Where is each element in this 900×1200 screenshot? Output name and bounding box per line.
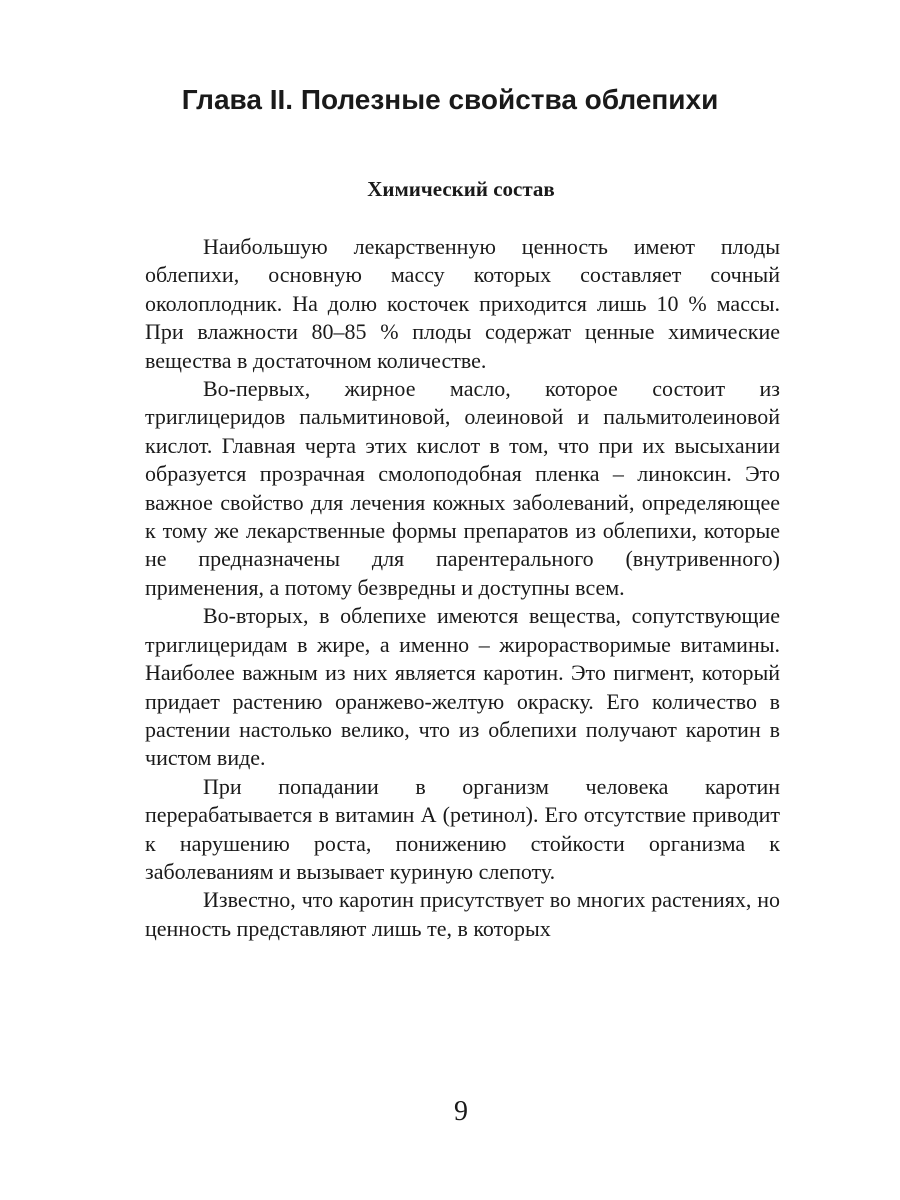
paragraph: Известно, что каротин присутствует во многих растениях, но ценность представляют лишь те, в которых — [145, 887, 780, 941]
paragraph: При попадании в организм человека каротин перерабатывается в витамин А (ретинол). Его отсутствие приводит к нарушению роста, понижению стойкости организма к заболеваниям и вызывает куриную слепоту. — [145, 773, 780, 884]
paragraph: Во-первых, жирное масло, которое состоит из триглицеридов пальмитиновой, олеиновой и пальмитолеиновой кислот. Главная черта этих кислот в том, что при их высыхании образуется прозрачная смолоподобная пленка – линоксин. Это важное свойство для лечения кожных заболеваний, определяющее к тому же лекарственные формы препаратов из облепихи, которые не предназначены для парентерального (внутривенного) применения, а потому безвредны и доступны всем. — [145, 376, 780, 600]
section-title: Химический состав — [367, 177, 555, 201]
chapter-title: Глава II. Полезные свойства облепихи — [181, 84, 719, 115]
paragraph: Наибольшую лекарственную ценность имеют плоды облепихи, основную массу которых составляет сочный околоплодник. На долю косточек приходится лишь 10 % массы. При влажности 80–85 % плоды содержат ценные химические вещества в достаточном количестве. — [145, 234, 780, 373]
body-text — [145, 233, 780, 943]
page-number: 9 — [454, 1096, 468, 1127]
paragraph: Во-вторых, в облепихе имеются вещества, сопутствующие триглицеридам в жире, а именно – жирорастворимые витамины. Наиболее важным из них является каротин. Это пигмент, который придает растению оранжево-желтую окраску. Его количество в растении настолько велико, что из облепихи получают каротин в чистом виде. — [145, 603, 780, 771]
